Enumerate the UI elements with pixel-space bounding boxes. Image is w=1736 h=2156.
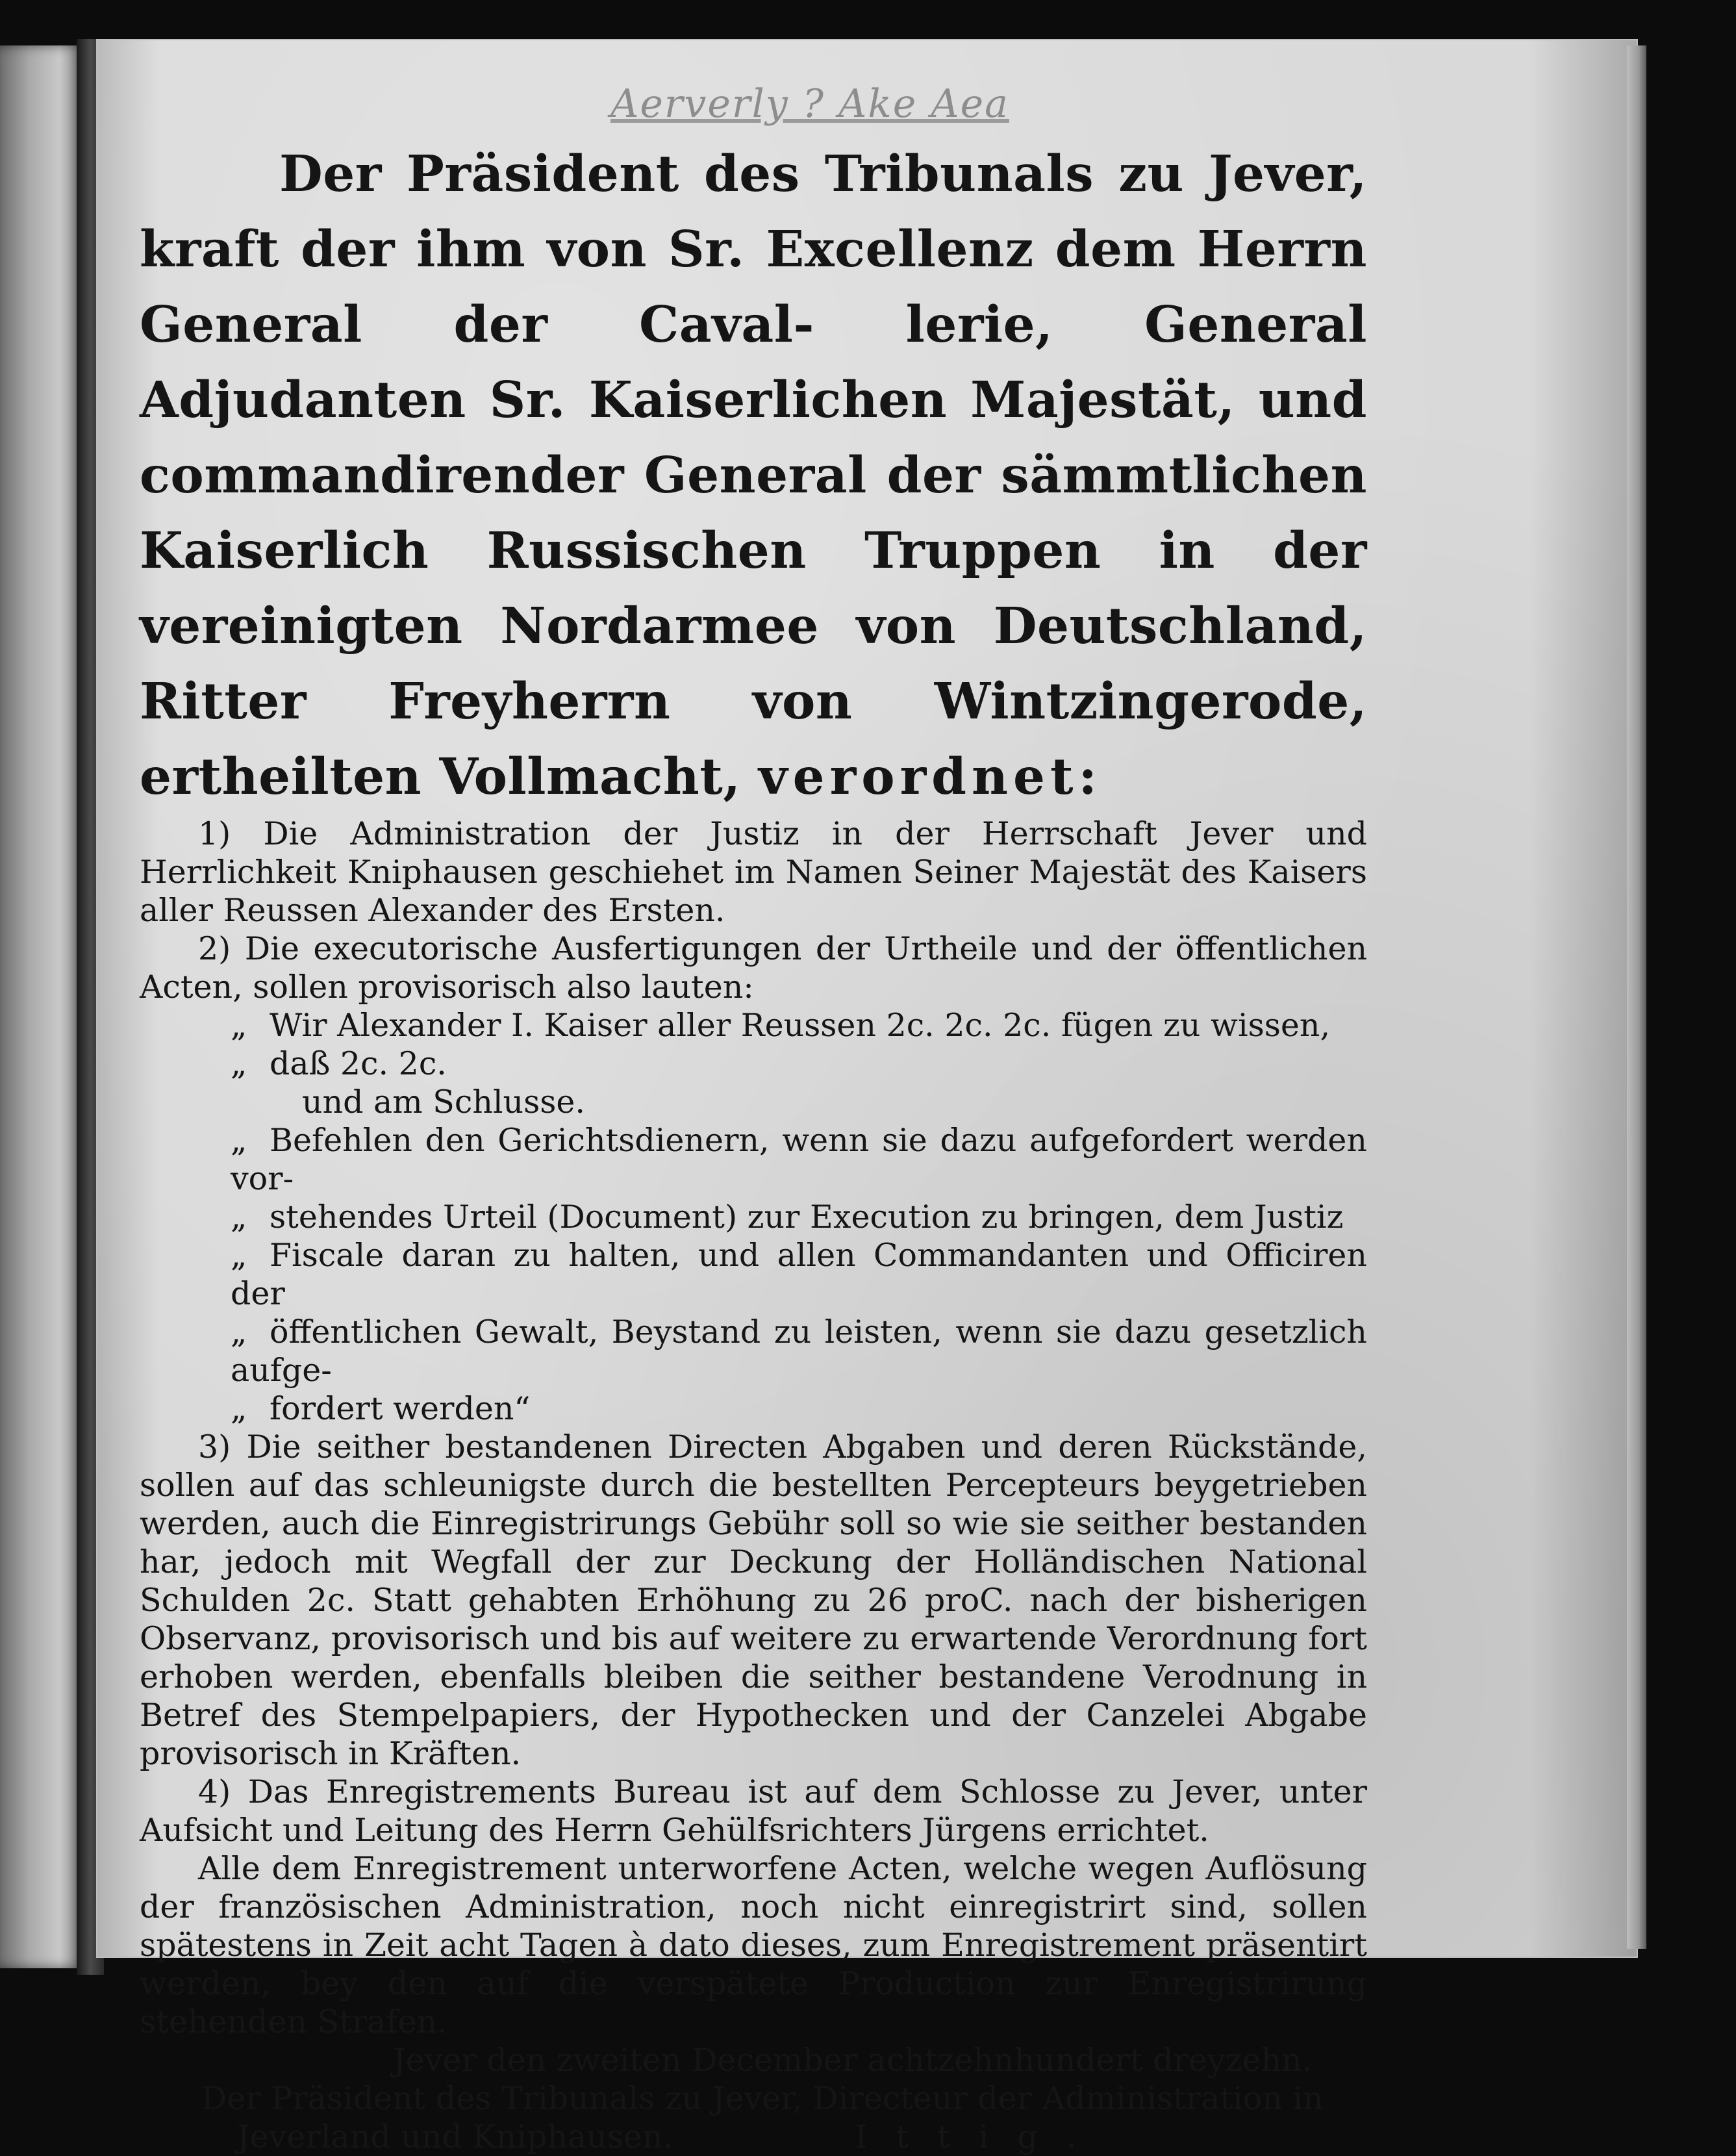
section-2: [140, 930, 1367, 1006]
signature-line-1: Der Präsident des Tribunals zu Jever, Directeur der Administration in: [201, 2080, 1324, 2117]
title-line-3: lerie, General Adjudanten Sr. Kaiserlichen Majestät,: [140, 296, 1367, 429]
decree-title: [140, 136, 1367, 815]
title-line-4: und commandirender General der sämmtlichen Kaiserlich: [140, 371, 1367, 580]
page-edge-shadow: [1627, 45, 1646, 1949]
formula-line-4: „ Befehlen den Gerichtsdienern, wenn sie dazu aufgefordert werden vor-: [231, 1122, 1367, 1197]
section-3-number: 3): [198, 1428, 231, 1465]
section-1-number: 1): [198, 815, 231, 852]
handwritten-note: Aerverly ? Ake Aea: [610, 81, 1009, 127]
quote-mark: „: [231, 1313, 247, 1351]
quote-mark: „: [231, 1198, 247, 1236]
formula-line-7: „ öffentlichen Gewalt, Beystand zu leisten, wenn sie dazu gesetzlich aufge-: [231, 1313, 1367, 1389]
decree-text: [140, 136, 1367, 2156]
quote-mark: „: [231, 1122, 247, 1159]
quote-mark: „: [231, 1390, 247, 1427]
title-line-5: Russischen Truppen in der vereinigten Nordarmee von: [140, 522, 1367, 655]
facing-page-edge: [0, 45, 84, 1968]
title-line-1: Der Präsident des Tribunals zu Jever, kraft der: [140, 145, 1367, 279]
formula-line-2: „ daß 2c. 2c.: [231, 1045, 447, 1082]
title-line-7: ertheilten Vollmacht,: [140, 748, 741, 806]
section-2-text: Die executorische Ausfertigungen der Urtheile und der öffentlichen Acten, sollen provisorisch also lauten:: [140, 930, 1367, 1006]
section-4-number: 4): [198, 1773, 231, 1810]
signature-place: Jeverland und Kniphausen.: [237, 2118, 673, 2155]
section-2-number: 2): [198, 930, 231, 967]
title-line-6: Deutschland, Ritter Freyherrn von Wintzingerode,: [140, 597, 1367, 731]
signature-line-2: [140, 2118, 1367, 2156]
title-line-2: ihm von Sr. Excellenz dem Herrn General der Caval-: [140, 220, 1367, 354]
title-verordnet: verordnet:: [758, 748, 1102, 806]
closing-paragraph: Alle dem Enregistrement unterworfene Acten, welche wegen Auflösung der französischen Administration, noch nicht einregistrirt sind, sollen spätestens in Zeit acht Tagen à dato dieses, zum Enregistrement präsentirt werden, bey den auf die verspätete Production zur Enregistrirung stehenden Strafen.: [140, 1850, 1367, 2040]
quote-mark: „: [231, 1045, 247, 1082]
execution-formula: [140, 1006, 1367, 1428]
section-4-text: Das Enregistrements Bureau ist auf dem Schlosse zu Jever, unter Aufsicht und Leitung des Herrn Gehülfsrichters Jürgens errichtet.: [140, 1773, 1367, 1849]
section-1: [140, 815, 1367, 930]
section-1-text: Die Administration der Justiz in der Herrschaft Jever und Herrlichkeit Kniphausen geschiehet im Namen Seiner Majestät des Kaisers aller Reussen Alexander des Ersten.: [140, 815, 1367, 929]
section-4: [140, 1773, 1367, 1849]
date-line: Jever den zweiten December achtzehnhundert dreyzehn.: [393, 2042, 1313, 2079]
formula-line-6: „ Fiscale daran zu halten, und allen Commandanten und Officiren der: [231, 1237, 1367, 1312]
formula-line-1: „ Wir Alexander I. Kaiser aller Reussen 2c. 2c. 2c. fügen zu wissen,: [231, 1007, 1331, 1044]
formula-line-8: „ fordert werden“: [231, 1390, 531, 1427]
quote-mark: „: [231, 1237, 247, 1274]
section-3: [140, 1428, 1367, 1773]
quote-mark: „: [231, 1007, 247, 1044]
formula-line-3: und am Schlusse.: [302, 1084, 585, 1121]
section-3-text: Die seither bestandenen Directen Abgaben und deren Rückstände, sollen auf das schleunigste durch die bestellten Percepteurs beygetrieben werden, auch die Einregistrirungs Gebühr soll so wie sie seither bestanden har, jedoch mit Wegfall der zur Deckung der Holländischen National Schulden 2c. Statt gehabten Erhöhung zu 26 proC. nach der bisherigen Observanz, provisorisch und bis auf weitere zu erwartende Verordnung fort erhoben werden, ebenfalls bleiben die seither bestandene Verodnung in Betref des Stempelpapiers, der Hypothecken und der Canzelei Abgabe provisorisch in Kräften.: [140, 1428, 1368, 1772]
formula-line-5: „ stehendes Urteil (Document) zur Execution zu bringen, dem Justiz: [231, 1198, 1344, 1236]
signature-name: Ittig.: [855, 2118, 1105, 2155]
